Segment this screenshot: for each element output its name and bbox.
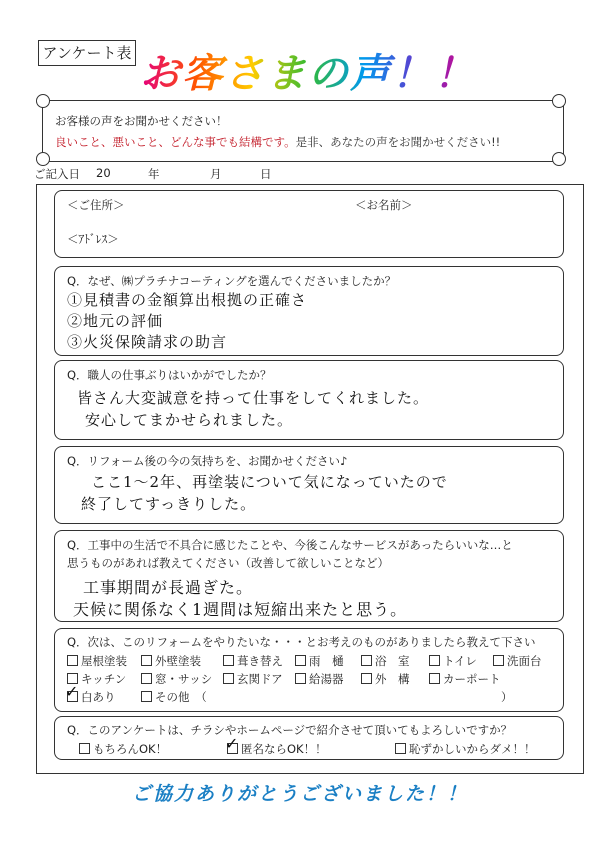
checkbox[interactable]: [295, 655, 306, 666]
checkbox[interactable]: [67, 655, 78, 666]
option-label: 玄関ドア: [237, 672, 283, 686]
q5-box: [54, 628, 564, 712]
option-label: 洗面台: [507, 654, 542, 668]
option-label: 恥ずかしいからダメ！！: [409, 742, 536, 756]
option-label: 給湯器: [309, 672, 344, 686]
option-entrance-door[interactable]: [223, 671, 283, 687]
q1-box: [54, 266, 564, 356]
checkbox[interactable]: [493, 655, 504, 666]
option-anonymous-ok[interactable]: [227, 741, 327, 757]
option-label: 葺き替え: [237, 654, 283, 668]
date-label: ご記入日: [34, 167, 80, 181]
q3-answer: ここ1〜2年、再塗装について気になっていたので: [91, 473, 448, 491]
date-year-unit: 年: [148, 167, 160, 181]
checkbox[interactable]: [361, 673, 372, 684]
option-label: 白あり: [81, 690, 116, 704]
intro-line-2: [55, 134, 500, 150]
other-close-paren: ）: [501, 690, 513, 704]
checkbox[interactable]: [223, 655, 234, 666]
contact-box: [54, 190, 564, 258]
q2-answer: 皆さん大変誠意を持って仕事をしてくれました。: [77, 389, 430, 407]
option-gutter[interactable]: [295, 653, 344, 669]
option-label: 窓・サッシ: [155, 672, 213, 686]
checkmark-icon: ✓: [225, 734, 239, 753]
option-other[interactable]: [141, 689, 207, 705]
option-label: 雨 樋: [309, 654, 344, 668]
checkbox[interactable]: [141, 655, 152, 666]
option-label: トイレ: [443, 654, 477, 668]
checkbox[interactable]: [141, 673, 152, 684]
option-label: 外 構: [375, 672, 410, 686]
checkmark-icon: ✓: [65, 682, 79, 701]
intro-banner: [42, 100, 564, 162]
page-title: お客さまの声！！: [140, 42, 476, 99]
checkbox[interactable]: [361, 655, 372, 666]
option-ok[interactable]: [79, 741, 167, 757]
checkbox[interactable]: [141, 691, 152, 702]
option-label: 外壁塗装: [155, 654, 201, 668]
date-year-prefix: 20: [96, 166, 111, 180]
intro-line-1: お客様の声をお聞かせください！: [55, 114, 228, 128]
option-bathroom[interactable]: [361, 653, 410, 669]
option-carport[interactable]: [429, 671, 501, 687]
scroll-curl-icon: [552, 94, 566, 108]
intro-line-2-red: 良いこと、悪いこと、どんな事でも結構です。: [55, 135, 296, 149]
checkbox[interactable]: [429, 673, 440, 684]
q2-question: Q．職人の仕事ぶりはいかがでしたか？: [67, 368, 272, 382]
q1-question: Q．なぜ、㈱プラチナコーティングを選んでくださいましたか？: [67, 274, 397, 288]
option-water-heater[interactable]: [295, 671, 344, 687]
q3-answer: 終了してすっきりした。: [81, 495, 257, 513]
q4-answer: 天候に関係なく1週間は短縮出来たと思う。: [73, 600, 408, 619]
scroll-curl-icon: [552, 152, 566, 166]
date-month-unit: 月: [210, 167, 222, 181]
date-day-unit: 日: [260, 167, 272, 181]
option-exterior[interactable]: [361, 671, 410, 687]
option-label: カーポート: [443, 672, 501, 686]
intro-line-2-rest: 是非、あなたの声をお聞かせください!!: [295, 135, 501, 149]
survey-tag: アンケート表: [38, 40, 136, 66]
scroll-curl-icon: [36, 94, 50, 108]
option-label: 匿名ならOK！！: [241, 742, 327, 756]
q6-question: Q．このアンケートは、チラシやホームページで紹介させて頂いてもよろしいですか？: [67, 723, 513, 737]
checkbox[interactable]: [79, 743, 90, 754]
q3-box: [54, 446, 564, 524]
q1-answer: ①見積書の金額算出根拠の正確さ: [67, 291, 308, 309]
q1-answer: ③火災保険請求の助言: [67, 333, 228, 351]
q4-answer: 工事期間が長過ぎた。: [83, 578, 254, 597]
option-label: キッチン: [81, 672, 127, 686]
q4-question: Q．工事中の生活で不具合に感じたことや、今後こんなサービスがあったらいいな…と: [67, 538, 513, 552]
q6-box: [54, 716, 564, 760]
checkbox[interactable]: [295, 673, 306, 684]
q4-question-cont: 思うものがあれば教えてください（改善して欲しいことなど）: [67, 556, 389, 570]
q5-question: Q．次は、このリフォームをやりたいな・・・とお考えのものがありましたら教えて下さい: [67, 635, 536, 649]
address-label: ＜ご住所＞: [67, 198, 125, 212]
checkbox[interactable]: [429, 655, 440, 666]
scroll-curl-icon: [36, 152, 50, 166]
option-washbasin[interactable]: [493, 653, 542, 669]
q2-answer: 安心してまかせられました。: [85, 411, 294, 429]
option-label: その他 （: [155, 690, 207, 704]
checkbox[interactable]: [395, 743, 406, 754]
q2-box: [54, 360, 564, 440]
option-toilet[interactable]: [429, 653, 477, 669]
name-label: ＜お名前＞: [355, 198, 413, 212]
q1-answer: ②地元の評価: [67, 312, 164, 330]
option-label: 屋根塗装: [81, 654, 127, 668]
checkbox[interactable]: [223, 673, 234, 684]
q3-question: Q．リフォーム後の今の気持ちを、お聞かせください♪: [67, 454, 348, 468]
thanks-message: ご協力ありがとうございました！！: [131, 783, 468, 805]
option-reroofing[interactable]: [223, 653, 283, 669]
option-label: 浴 室: [375, 654, 410, 668]
email-label: ＜ｱﾄﾞﾚｽ＞: [67, 232, 119, 246]
option-window-sash[interactable]: [141, 671, 212, 687]
q4-box: [54, 530, 564, 622]
option-wall-painting[interactable]: [141, 653, 201, 669]
option-roof-painting[interactable]: [67, 653, 127, 669]
option-label: もちろんOK！: [93, 742, 168, 756]
option-no[interactable]: [395, 741, 536, 757]
